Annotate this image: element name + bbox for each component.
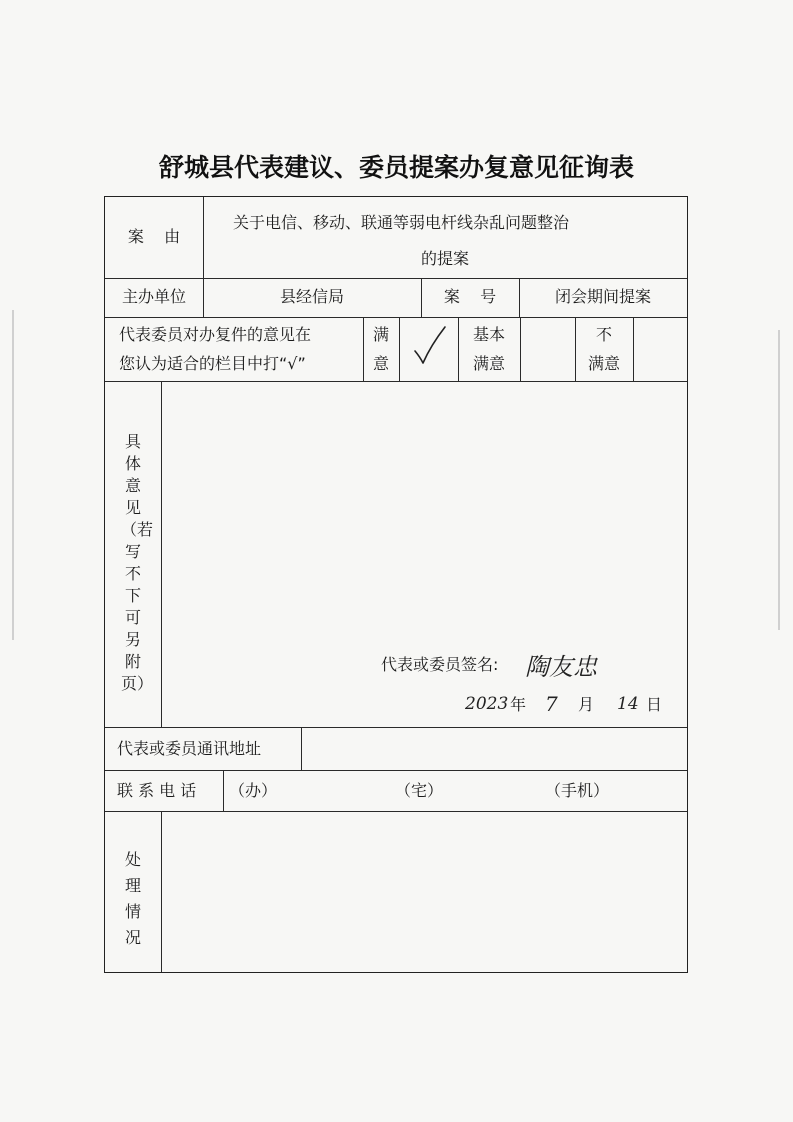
phone-mobile: （手机） bbox=[545, 781, 610, 800]
date-month-unit: 月 bbox=[578, 695, 595, 714]
case-subject-label: 案 由 bbox=[127, 227, 181, 246]
signature: 陶友忠 bbox=[525, 653, 597, 681]
address-label: 代表或委员通讯地址 bbox=[117, 739, 262, 758]
basic-satisfied-checkbox[interactable] bbox=[520, 317, 575, 381]
unsatisfied-checkbox[interactable] bbox=[633, 317, 687, 381]
col-divider bbox=[161, 811, 162, 972]
row-divider bbox=[105, 278, 687, 279]
processing-label: 处理情况 bbox=[124, 850, 141, 947]
satisfied-label-line1: 满 bbox=[372, 325, 389, 344]
scan-edge-left bbox=[12, 310, 14, 640]
date-day-unit: 日 bbox=[646, 695, 663, 714]
row-divider bbox=[105, 317, 687, 318]
satisfied-label-line2: 意 bbox=[372, 354, 389, 373]
page-title: 舒城县代表建议、委员提案办复意见征询表 bbox=[158, 153, 634, 182]
date-month: 7 bbox=[545, 692, 558, 716]
case-no-label: 案 号 bbox=[443, 287, 497, 306]
opinion-prompt-line1: 代表委员对办复件的意见在 bbox=[119, 325, 312, 344]
row-divider bbox=[105, 381, 687, 382]
opinion-prompt-line2: 您认为适合的栏目中打“√” bbox=[119, 354, 306, 373]
processing-area[interactable] bbox=[163, 813, 685, 970]
col-divider bbox=[161, 381, 162, 727]
row-divider bbox=[105, 770, 687, 771]
date-year: 2023 bbox=[465, 694, 509, 714]
signature-label: 代表或委员签名: bbox=[381, 655, 499, 674]
phone-home: （宅） bbox=[395, 781, 444, 800]
checkmark-icon bbox=[399, 317, 458, 381]
basic-satisfied-line2: 满意 bbox=[472, 354, 505, 373]
address-field[interactable] bbox=[303, 729, 685, 769]
case-no-value: 闭会期间提案 bbox=[554, 287, 651, 306]
basic-satisfied-line1: 基本 bbox=[472, 325, 505, 344]
case-subject-line1: 关于电信、移动、联通等弱电杆线杂乱问题整治 bbox=[233, 213, 570, 232]
unsatisfied-line2: 满意 bbox=[587, 354, 620, 373]
phone-office: （办） bbox=[229, 781, 278, 800]
case-subject-line2: 的提案 bbox=[420, 249, 469, 268]
host-unit-label: 主办单位 bbox=[121, 287, 186, 306]
date-day: 14 bbox=[617, 694, 639, 714]
satisfied-checkbox[interactable] bbox=[399, 317, 458, 381]
detailed-opinion-label: 具体意见（若写不下可另附页） bbox=[121, 432, 154, 693]
row-divider bbox=[105, 727, 687, 728]
row-divider bbox=[105, 811, 687, 812]
scan-edge-right bbox=[778, 330, 780, 630]
host-unit-value: 县经信局 bbox=[279, 287, 344, 306]
inquiry-form bbox=[104, 196, 688, 973]
date-year-unit: 年 bbox=[510, 695, 527, 714]
phone-label: 联 系 电 话 bbox=[117, 781, 197, 800]
col-divider bbox=[223, 770, 224, 811]
unsatisfied-line1: 不 bbox=[595, 325, 612, 344]
col-divider bbox=[301, 727, 302, 770]
